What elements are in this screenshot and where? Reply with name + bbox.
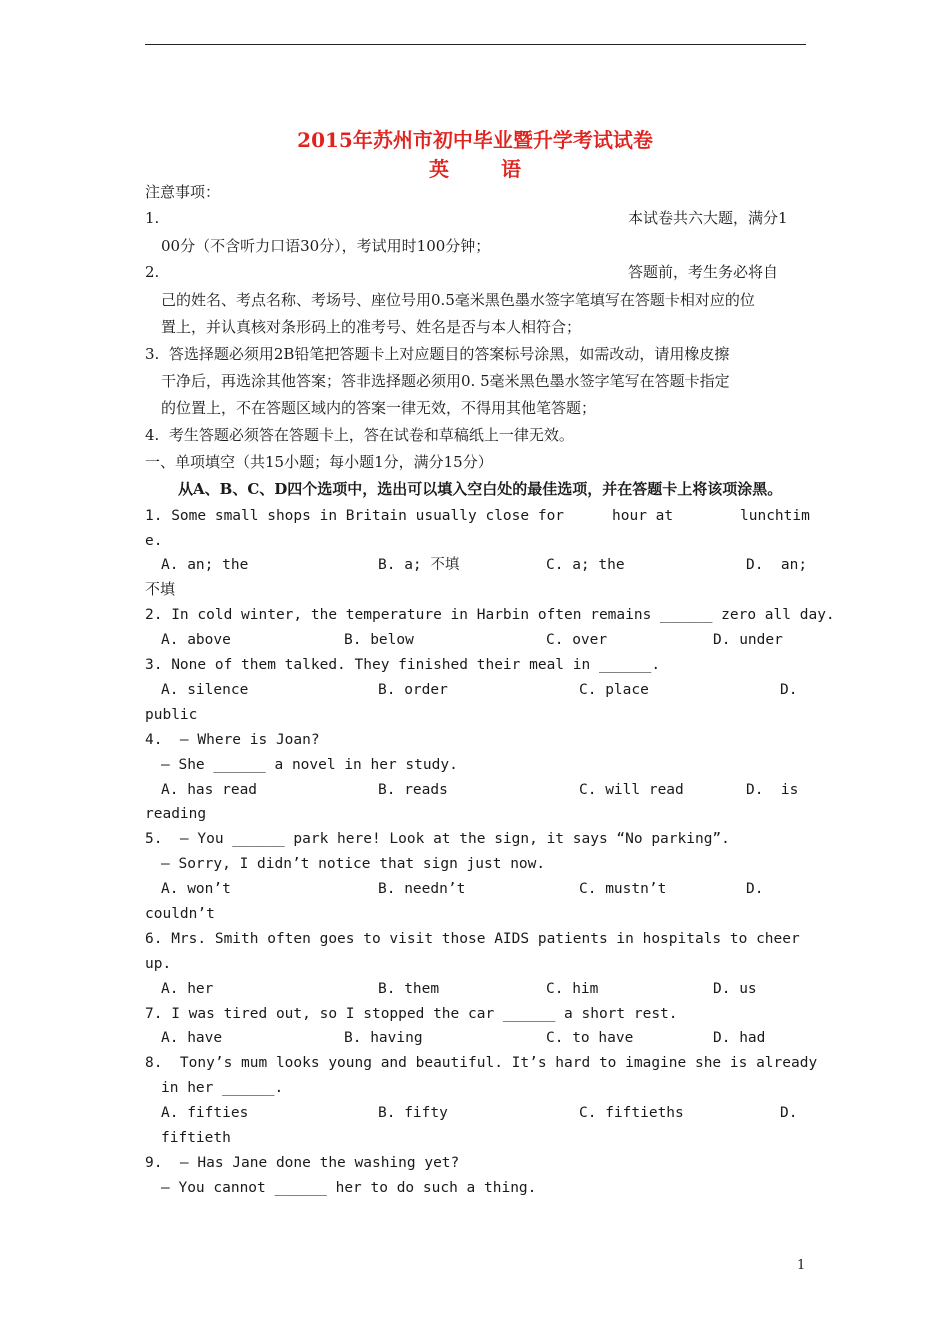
question-4-option-d: D. is xyxy=(746,782,799,798)
note-4-text: 4. 考生答题必须答在答题卡上，答在试卷和草稿纸上一律无效。 xyxy=(145,426,574,444)
question-7-stem: 7. I was tired out, so I stopped the car ______ a short rest. xyxy=(145,1006,678,1022)
question-6-option-d: D. us xyxy=(713,981,757,997)
note-2-text: 答题前，考生务必将自 xyxy=(628,263,779,281)
question-7-option-a: A. have xyxy=(161,1030,223,1046)
question-1-stem-cont: e. xyxy=(145,533,163,549)
question-6-stem: 6. Mrs. Smith often goes to visit those AIDS patients in hospitals to cheer xyxy=(145,931,800,947)
question-1-option-d: D. an; xyxy=(746,557,808,573)
question-8-option-c: C. fiftieths xyxy=(579,1105,684,1121)
question-5-stem: 5. — You ______ park here! Look at the sign, it says “No parking”. xyxy=(145,831,730,847)
page-number: 1 xyxy=(797,1258,806,1273)
question-4-stem: 4. — Where is Joan? xyxy=(145,732,320,748)
question-4-option-b: B. reads xyxy=(378,782,448,798)
question-1-option-b: B. a; 不填 xyxy=(378,557,460,573)
question-6-option-c: C. him xyxy=(546,981,599,997)
header-rule xyxy=(145,44,806,45)
question-1-stem-mid: hour at xyxy=(612,508,674,524)
question-6-option-a: A. her xyxy=(161,981,214,997)
note-3-text-cont: 干净后，再选涂其他答案；答非选择题必须用0. 5毫米黑色墨水签字笔写在答题卡指定 xyxy=(161,372,730,390)
question-6-option-b: B. them xyxy=(378,981,440,997)
question-2-option-b: B. below xyxy=(344,632,414,648)
question-1-stem-end: lunchtim xyxy=(740,508,810,524)
question-3-option-a: A. silence xyxy=(161,682,249,698)
question-4-stem-cont: — She ______ a novel in her study. xyxy=(161,757,458,773)
question-7-option-c: C. to have xyxy=(546,1030,634,1046)
question-7-option-b: B. having xyxy=(344,1030,423,1046)
question-4-option-a: A. has read xyxy=(161,782,258,798)
question-1-option-d-cont: 不填 xyxy=(145,580,176,598)
question-3-stem: 3. None of them talked. They finished their meal in ______. xyxy=(145,657,661,673)
section-instruction: 从A、B、C、D四个选项中，选出可以填入空白处的最佳选项，并在答题卡上将该项涂黑。 xyxy=(178,480,783,498)
question-3-option-b: B. order xyxy=(378,682,448,698)
exam-subject: 英语 xyxy=(429,157,573,181)
question-4-option-d-cont: reading xyxy=(145,806,207,822)
question-5-option-c: C. mustn’t xyxy=(579,881,667,897)
question-9-stem: 9. — Has Jane done the washing yet? xyxy=(145,1155,460,1171)
question-1-option-a: A. an; the xyxy=(161,557,249,573)
question-7-option-d: D. had xyxy=(713,1030,766,1046)
note-1-number: 1. xyxy=(145,209,160,227)
question-8-option-a: A. fifties xyxy=(161,1105,249,1121)
question-2-option-a: A. above xyxy=(161,632,231,648)
question-8-option-b: B. fifty xyxy=(378,1105,448,1121)
note-3-text: 3. 答选择题必须用2B铅笔把答题卡上对应题目的答案标号涂黑，如需改动，请用橡皮擦 xyxy=(145,345,730,363)
question-8-option-d-cont: fiftieth xyxy=(161,1130,231,1146)
question-8-stem: 8. Tony’s mum looks young and beautiful. It’s hard to imagine she is already xyxy=(145,1055,818,1071)
note-2-text-cont2: 置上，并认真核对条形码上的准考号、姓名是否与本人相符合； xyxy=(161,318,582,336)
question-2-option-d: D. under xyxy=(713,632,783,648)
question-8-option-d: D. xyxy=(780,1105,798,1121)
note-3-text-cont2: 的位置上，不在答题区域内的答案一律无效，不得用其他笔答题； xyxy=(161,399,597,417)
question-8-stem-cont: in her ______. xyxy=(161,1080,284,1096)
question-5-option-d-cont: couldn’t xyxy=(145,906,215,922)
question-3-option-c: C. place xyxy=(579,682,649,698)
note-1-text: 本试卷共六大题，满分1 xyxy=(628,209,788,227)
question-3-option-d-cont: public xyxy=(145,707,198,723)
question-5-option-d: D. xyxy=(746,881,764,897)
question-4-option-c: C. will read xyxy=(579,782,684,798)
question-6-stem-cont: up. xyxy=(145,956,172,972)
notes-heading: 注意事项： xyxy=(145,183,221,201)
question-9-stem-cont: — You cannot ______ her to do such a thing. xyxy=(161,1180,537,1196)
question-1-option-c: C. a; the xyxy=(546,557,625,573)
question-2-stem: 2. In cold winter, the temperature in Harbin often remains ______ zero all day. xyxy=(145,607,835,623)
exam-title: 2015年苏州市初中毕业暨升学考试试卷 xyxy=(297,128,653,152)
note-2-text-cont: 己的姓名、考点名称、考场号、座位号用0.5毫米黑色墨水签字笔填写在答题卡相对应的位 xyxy=(161,291,755,309)
note-2-number: 2. xyxy=(145,263,160,281)
question-2-option-c: C. over xyxy=(546,632,608,648)
question-1-stem: 1. Some small shops in Britain usually close for xyxy=(145,508,565,524)
question-3-option-d: D. xyxy=(780,682,798,698)
question-5-option-a: A. won’t xyxy=(161,881,231,897)
question-5-option-b: B. needn’t xyxy=(378,881,466,897)
section-heading: 一、单项填空（共15小题；每小题1分，满分15分） xyxy=(145,453,493,471)
note-1-text-cont: 00分（不含听力口语30分），考试用时100分钟； xyxy=(161,237,491,255)
question-5-stem-cont: — Sorry, I didn’t notice that sign just now. xyxy=(161,856,546,872)
